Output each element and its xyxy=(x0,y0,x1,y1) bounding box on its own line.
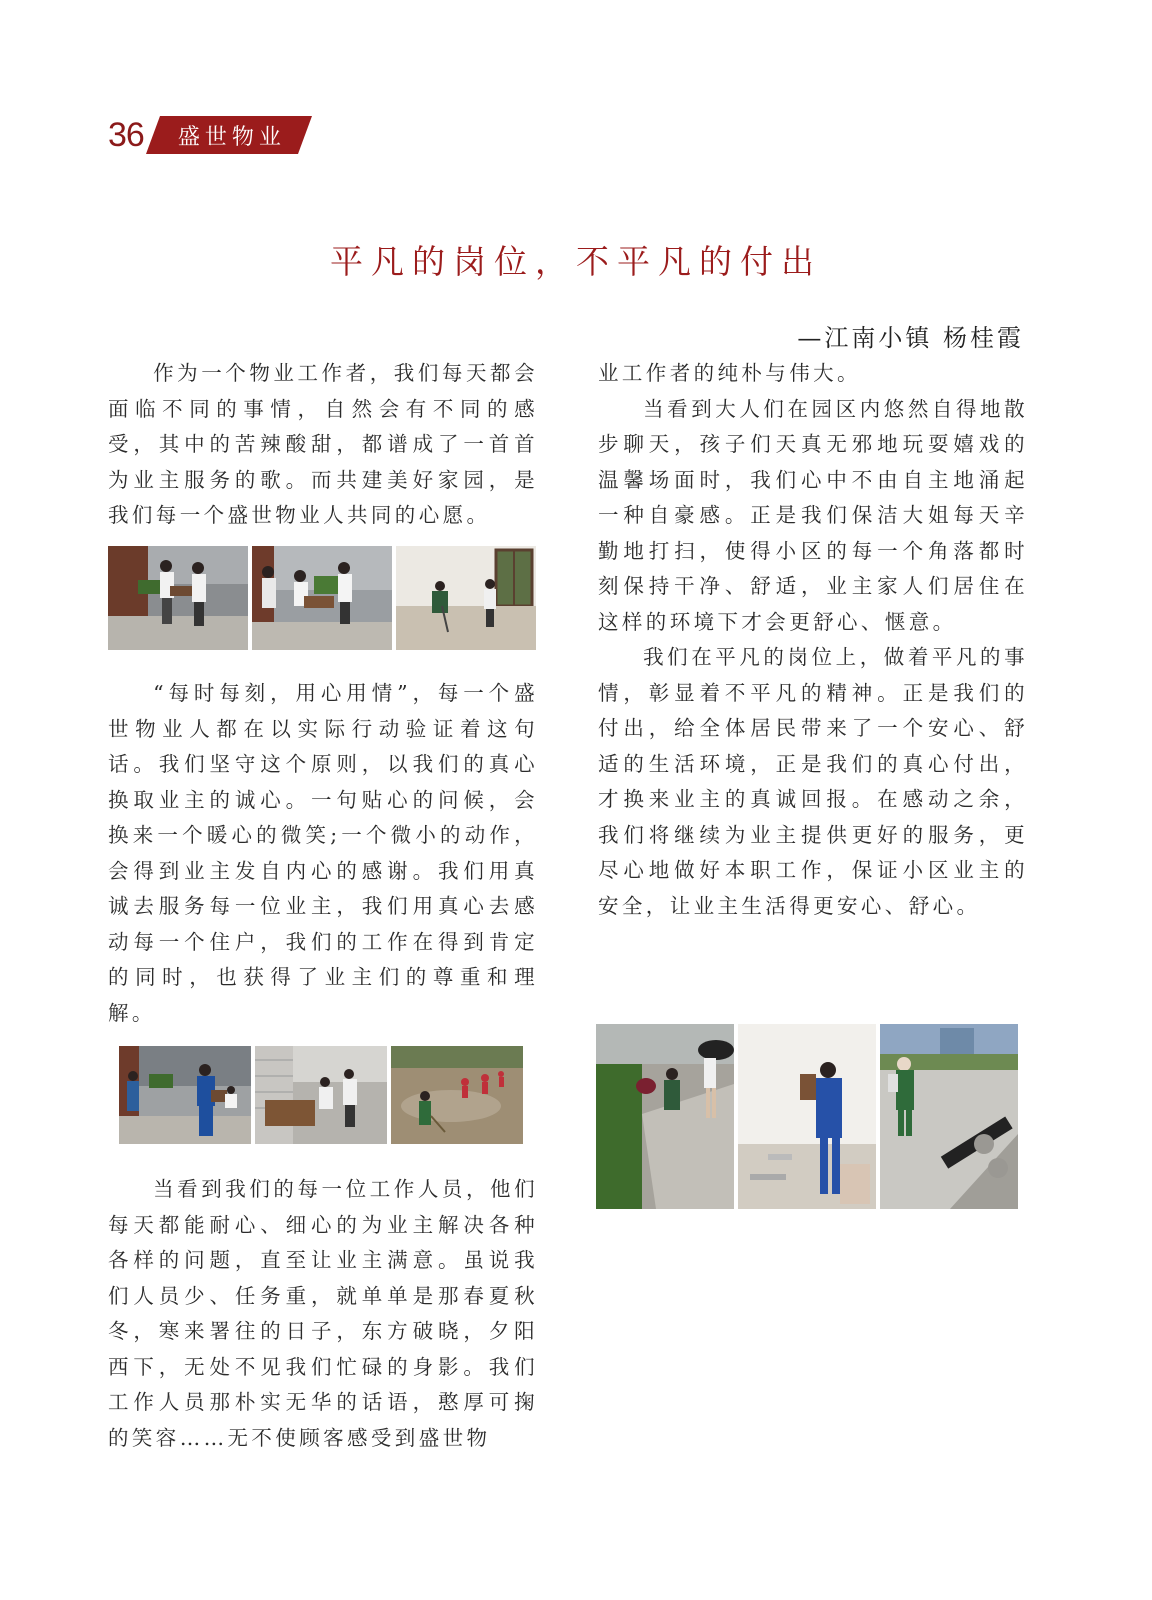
section-tag xyxy=(146,116,312,154)
photo-flooded-plaza xyxy=(391,1046,523,1144)
right-column xyxy=(598,356,1028,924)
paragraph: “每时每刻，用心用情”，每一个盛世物业人都在以实际行动验证着这句话。我们坚守这个原则，以我们的真心换取业主的诚心。一句贴心的问候，会换来一个暖心的微笑;一个微小的动作，会得到业主发自内心的感谢。我们用真诚去服务每一位业主，我们用真心去感动每一个住户，我们的工作在得到肯定的同时，也获得了业主们的尊重和理解。 xyxy=(108,681,538,1025)
article-byline: —江南小镇 杨桂霞 xyxy=(797,324,1024,352)
page-header xyxy=(108,114,312,156)
left-paragraph-3-block xyxy=(108,1172,538,1456)
photo-moving-furniture xyxy=(108,546,248,650)
photo-row-1 xyxy=(108,546,536,650)
left-paragraph-1-block xyxy=(108,356,538,534)
photo-row-2 xyxy=(119,1046,523,1144)
photo-carrying-box xyxy=(252,546,392,650)
section-label: 盛世物业 xyxy=(177,124,286,150)
photo-worker-sweeping xyxy=(119,1046,251,1144)
photo-mopping-floor xyxy=(396,546,536,650)
paragraph: 作为一个物业工作者，我们每天都会面临不同的事情，自然会有不同的感受，其中的苦辣酸甜，都谱成了一首首为业主服务的歌。而共建美好家园，是我们每一个盛世物业人共同的心愿。 xyxy=(108,361,538,527)
left-paragraph-2-block xyxy=(108,676,538,1031)
photo-indoor-worker xyxy=(738,1024,876,1209)
paragraph: 当看到我们的每一位工作人员，他们每天都能耐心、细心的为业主解决各种各样的问题，直至让业主满意。虽说我们人员少、任务重，就单单是那春夏秋冬，寒来署往的日子，东方破晓，夕阳西下，无处不见我们忙碌的身影。我们工作人员那朴实无华的话语，憨厚可掬的笑容……无不使顾客感受到盛世物 xyxy=(108,1177,538,1450)
photo-lifting-crate xyxy=(255,1046,387,1144)
photo-row-3 xyxy=(596,1024,1018,1209)
paragraph: 当看到大人们在园区内悠然自得地散步聊天，孩子们天真无邪地玩耍嬉戏的温馨场面时，我们心中不由自主地涌起一种自豪感。正是我们保洁大姐每天辛勤地打扫，使得小区的每一个角落都时刻保持干净、舒适，业主家人们居住在这样的环境下才会更舒心、惬意。 xyxy=(598,396,1028,634)
article-title: 平凡的岗位，不平凡的付出 xyxy=(330,242,822,281)
photo-spraying-outdoors xyxy=(880,1024,1018,1209)
photo-rainy-path xyxy=(596,1024,734,1209)
paragraph: 我们在平凡的岗位上，做着平凡的事情，彰显着不平凡的精神。正是我们的付出，给全体居民带来了一个安心、舒适的生活环境，正是我们的真心付出，才换来业主的真诚回报。在感动之余，我们将继续为业主提供更好的服务，更尽心地做好本职工作，保证小区业主的安全，让业主生活得更安心、舒心。 xyxy=(598,645,1028,918)
paragraph: 业工作者的纯朴与伟大。 xyxy=(598,361,861,385)
page-number: 36 xyxy=(108,116,144,154)
